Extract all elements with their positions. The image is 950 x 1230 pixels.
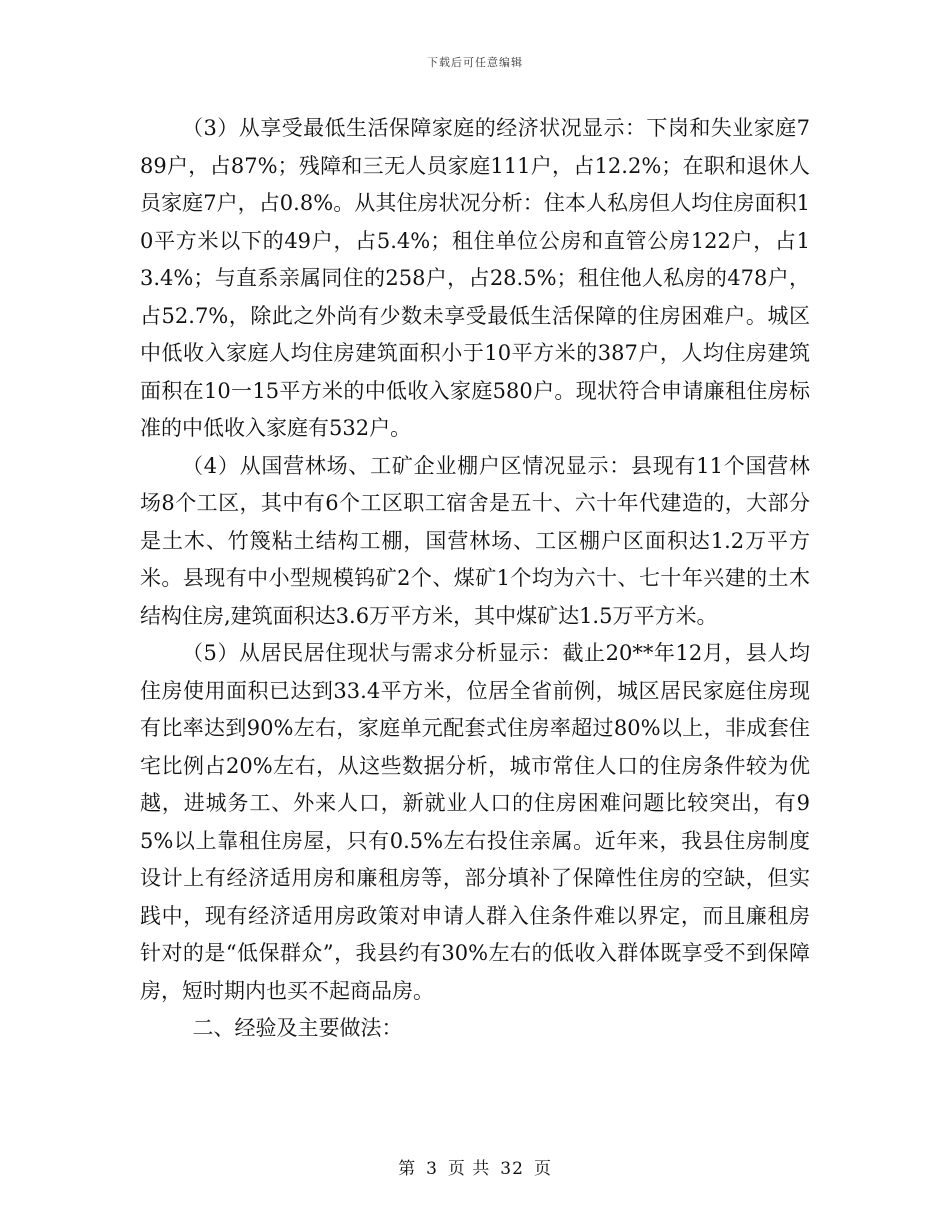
footer-prefix: 第 <box>398 1159 417 1179</box>
footer-mid: 页 共 <box>447 1159 491 1179</box>
paragraph-3: （3）从享受最低生活保障家庭的经济状况显示：下岗和失业家庭789户，占87%；残障和三无人员家庭111户，占12.2%；在职和退休人员家庭7户，占0.8%。从其住房状况分析：住本人私房但人均住房面积10平方米以下的49户，占5.4%；租住单位公房和直管公房122户，占13.4%；与直系亲属同住的258户，占28.5%；租住他人私房的478户，占52.7%，除此之外尚有少数未享受最低生活保障的住房困难户。城区中低收入家庭人均住房建筑面积小于10平方米的387户，人均住房建筑面积在10一15平方米的中低收入家庭580户。现状符合申请廉租住房标准的中低收入家庭有532户。 <box>140 116 810 440</box>
document-body <box>140 110 810 1048</box>
paragraph-5: （5）从居民居住现状与需求分析显示：截止20**年12月，县人均住房使用面积已达到33.4平方米，位居全省前例，城区居民家庭住房现有比率达到90%左右，家庭单元配套式住房率超过80%以上，非成套住宅比例占20%左右，从这些数据分析，城市常住人口的住房条件较为优越，进城务工、外来人口，新就业人口的住房困难问题比较突出，有95%以上靠租住房屋，只有0.5%左右投住亲属。近年来，我县住房制度设计上有经济适用房和廉租房等，部分填补了保障性住房的空缺，但实践中，现有经济适用房政策对申请人群入住条件难以界定，而且廉租房针对的是“低保群众”，我县约有30%左右的低收入群体既享受不到保障房，短时期内也买不起商品房。 <box>140 641 810 1003</box>
paragraph-4: （4）从国营林场、工矿企业棚户区情况显示：县现有11个国营林场8个工区，其中有6个工区职工宿舍是五十、六十年代建造的，大部分是土木、竹篾粘土结构工棚，国营林场、工区棚户区面积达1.2万平方米。县现有中小型规模钨矿2个、煤矿1个均为六十、七十年兴建的土木结构住房,建筑面积达3.6万平方米，其中煤矿达1.5万平方米。 <box>140 453 810 628</box>
section-heading: 二、经验及主要做法： <box>192 1016 403 1040</box>
page-footer <box>0 1154 950 1179</box>
page-header: 下载后可任意编辑 <box>427 56 523 69</box>
footer-page-number: 3 <box>426 1159 438 1179</box>
footer-suffix: 页 <box>533 1159 552 1179</box>
footer-total-pages: 32 <box>500 1159 524 1179</box>
